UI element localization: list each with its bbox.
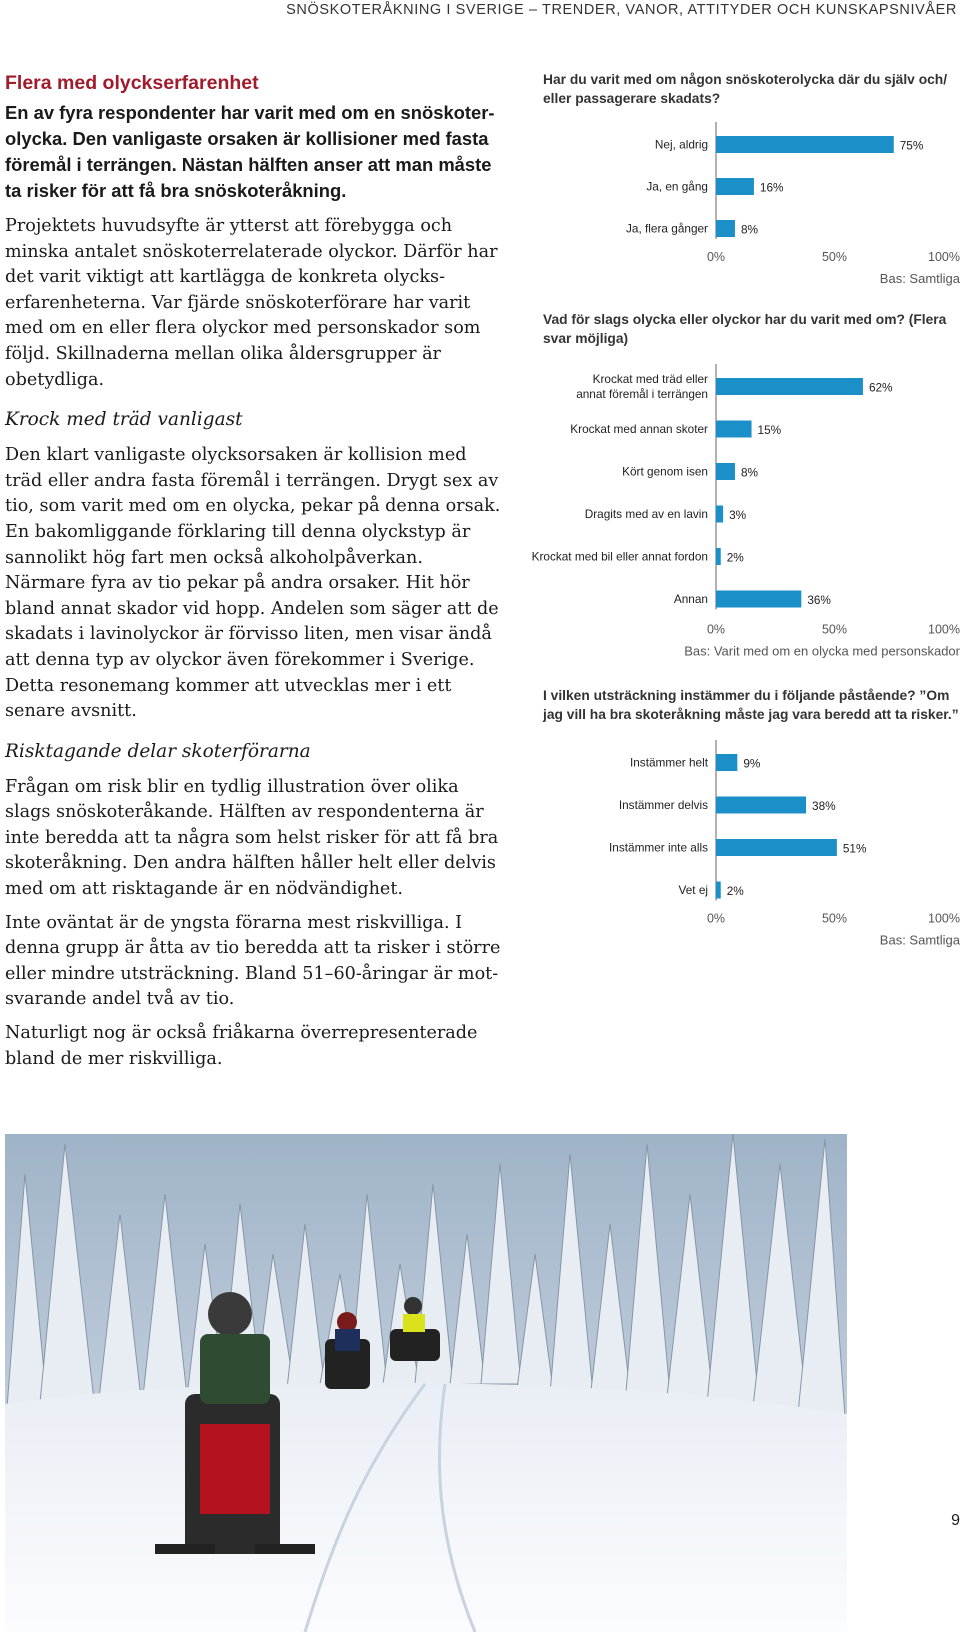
article-column	[5, 70, 507, 1080]
chart-tick-label: 0%	[706, 622, 726, 637]
section-kicker: Flera med olyckserfarenhet	[5, 72, 259, 94]
chart-value-label: 16%	[759, 180, 784, 195]
chart-category-label: Krockat med annan skoter	[570, 422, 708, 436]
chart-accident-types	[531, 310, 960, 659]
chart-title: I vilken utsträckning instämmer du i följande påstående? ”Om jag vill ha bra skoteråkning måste jag vara beredd att ta risker.”	[543, 688, 959, 722]
chart-base-note: Bas: Samtliga	[879, 932, 960, 948]
photo-illustration	[5, 1134, 847, 1632]
chart-category-label: Nej, aldrig	[654, 137, 708, 152]
chart-bar	[716, 463, 735, 480]
body-paragraph-1: Projektets huvudsyfte är ytterst att förebygga och minska antalet snöskoterrelaterade olyckor. Därför har det varit viktigt att kartlägga de konkreta olyckserfarenheterna. Var fjärde snöskoterförare har varit med om en eller flera olyckor med personskador som följd. Skillnaderna mellan olika åldersgrupper är obetydliga.	[5, 216, 498, 390]
chart-tick-label: 50%	[821, 250, 848, 264]
chart-svg	[531, 348, 960, 659]
chart-category-label: Annan	[673, 592, 708, 606]
page-number: 9	[951, 1512, 960, 1529]
chart-category-label: Kört genom isen	[622, 464, 708, 479]
chart-bar	[716, 839, 837, 856]
body-paragraph-3: Frågan om risk blir en tydlig illustration över olika slags snöskoteråkande. Hälften av respondenterna är inte beredda att ta några som helst risker för att få bra skoteråkning. Den andra hälften håller helt eller delvis med om att risktagande är en nödvändighet.	[5, 776, 499, 900]
chart-bar	[716, 548, 721, 565]
chart-tick-label: 50%	[821, 911, 848, 926]
chart-value-label: 38%	[812, 799, 836, 813]
chart-bar	[716, 136, 894, 153]
chart-value-label: 36%	[807, 593, 831, 607]
chart-tick-label: 100%	[928, 250, 960, 264]
body-paragraph-5: Naturligt nog är också friåkarna överrepresenterade bland de mer riskvilliga.	[5, 1023, 478, 1069]
chart-risk-attitude	[543, 686, 960, 948]
chart-category-label: Krockat med träd eller	[592, 372, 708, 386]
chart-value-label: 9%	[743, 756, 761, 771]
chart-title: Vad för slags olycka eller olyckor har du varit med om? (Flera svar möjliga)	[543, 312, 947, 346]
chart-bar	[716, 220, 735, 237]
body-paragraph-2: Den klart vanligaste olycksorsaken är kollision med träd eller andra fasta föremål i terrängen. Drygt sex av tio, som varit med om en olycka, pekar på denna orsak. En bakomliggande förklaring till denna olyckstyp är sannolikt hög fart men också alkoholpåverkan. Närmare fyra av tio pekar på andra orsaker. Hit hör bland annat skador vid hopp. Andelen som säger att de skadats i lavinolyckor är förvisso liten, men visar ändå att denna typ av olyckor även förekommer i Sverige. Detta resonemang kommer att utvecklas mer i ett senare avsnitt.	[5, 445, 501, 722]
chart-svg	[543, 108, 960, 286]
chart-value-label: 75%	[899, 138, 924, 153]
chart-tick-label: 50%	[821, 622, 848, 637]
chart-value-label: 3%	[729, 508, 747, 522]
chart-bar	[716, 421, 752, 438]
chart-bar	[716, 378, 863, 395]
chart-bar	[716, 882, 721, 899]
chart-tick-label: 0%	[706, 911, 726, 926]
running-header: SNÖSKOTERÅKNING I SVERIGE – TRENDER, VANOR, ATTITYDER OCH KUNSKAPSNIVÅER	[286, 2, 957, 18]
chart-value-label: 8%	[740, 222, 759, 237]
chart-title: Har du varit med om någon snöskoterolycka där du själv och/ eller passagerare skadats?	[543, 72, 948, 106]
chart-value-label: 8%	[740, 465, 759, 480]
chart-category-label: Instämmer helt	[629, 755, 708, 770]
chart-tick-label: 0%	[706, 250, 726, 264]
chart-value-label: 2%	[726, 884, 744, 898]
chart-base-note: Bas: Varit med om en olycka med personskador	[684, 643, 960, 659]
chart-tick-label: 100%	[928, 622, 960, 637]
chart-bar	[716, 797, 806, 814]
chart-category-label: annat föremål i terrängen	[576, 387, 708, 401]
chart-category-label: Dragits med av en lavin	[584, 507, 708, 521]
chart-category-label: Instämmer inte alls	[609, 840, 708, 855]
chart-bar	[716, 754, 737, 771]
chart-bar	[716, 506, 723, 523]
snowmobile-photo	[5, 1134, 847, 1632]
chart-category-label: Instämmer delvis	[618, 798, 708, 812]
lede-paragraph: En av fyra respondenter har varit med om en snöskoterolycka. Den vanligaste orsaken är kollisioner med fasta föremål i terrängen. Nästan hälften anser att man måste ta risker för att få bra snöskoteråkning.	[5, 102, 495, 201]
chart-category-label: Krockat med bil eller annat fordon	[531, 549, 708, 564]
body-paragraph-4: Inte oväntat är de yngsta förarna mest riskvilliga. I denna grupp är åtta av tio beredda att ta risker i större eller mindre utsträckning. Bland 51–60-åringar är motsvarande andel två av tio.	[5, 912, 501, 1010]
chart-value-label: 15%	[757, 423, 782, 437]
chart-category-label: Vet ej	[678, 883, 708, 897]
chart-bar	[716, 178, 754, 195]
subheading-risktagande: Risktagande delar skoterförarna	[5, 740, 311, 762]
subheading-krock: Krock med träd vanligast	[5, 409, 243, 431]
chart-category-label: Ja, en gång	[646, 179, 708, 194]
chart-value-label: 2%	[726, 550, 744, 565]
chart-svg	[543, 724, 960, 948]
chart-value-label: 51%	[842, 841, 867, 856]
chart-value-label: 62%	[868, 380, 893, 395]
chart-category-label: Ja, flera gånger	[626, 221, 708, 236]
chart-base-note: Bas: Samtliga	[879, 271, 960, 286]
chart-accident-experience	[543, 70, 960, 286]
chart-bar	[716, 591, 801, 608]
chart-tick-label: 100%	[928, 911, 960, 926]
